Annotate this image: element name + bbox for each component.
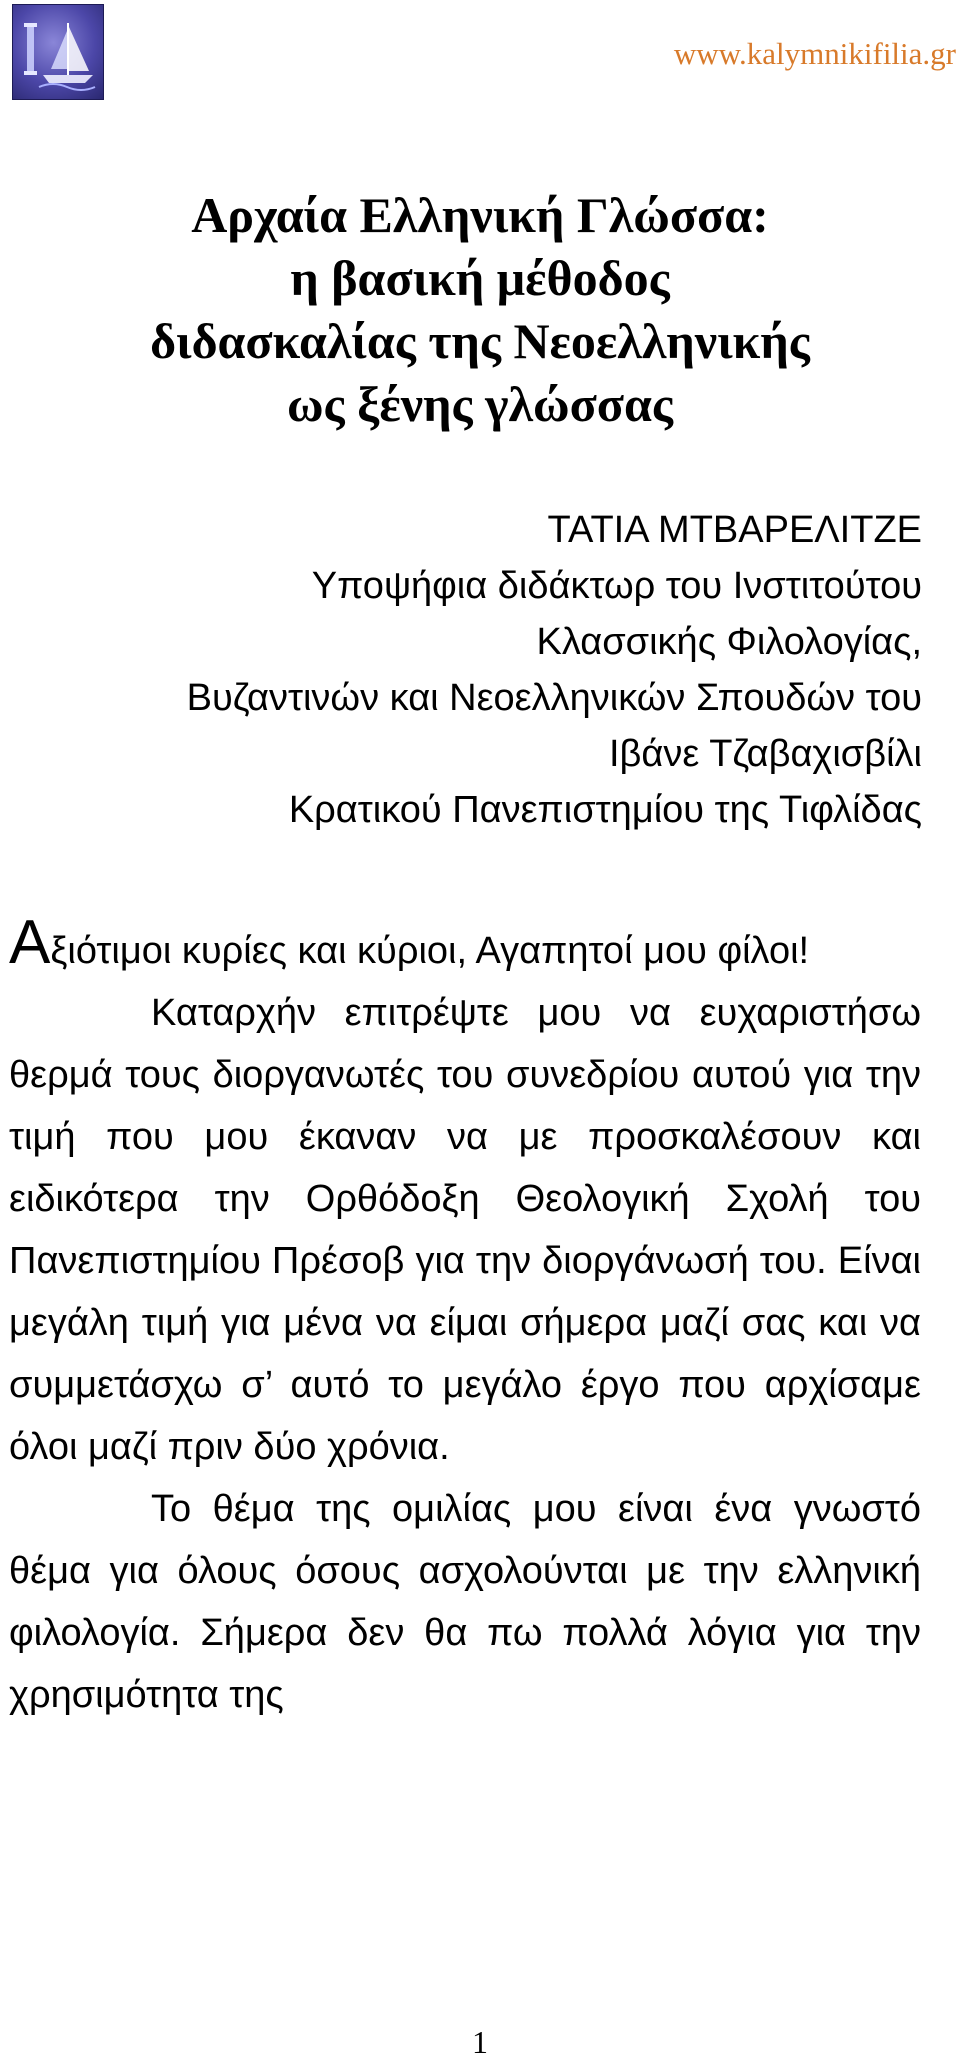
document-title <box>40 184 920 436</box>
drop-cap: Α <box>9 908 51 977</box>
author-affiliation-line: Κρατικού Πανεπιστημίου της Τιφλίδας <box>288 789 922 831</box>
greeting-text: ξιότιμοι κυρίες και κύριοι, Αγαπητοί μου φίλοι! <box>50 930 810 972</box>
title-line: διδασκαλίας της Νεοελληνικής <box>150 313 810 369</box>
site-logo <box>12 4 104 100</box>
page-number: 1 <box>472 2024 488 2060</box>
page-header <box>0 0 960 110</box>
title-line: ως ξένης γλώσσας <box>286 376 673 432</box>
ship-emblem-icon <box>13 5 103 99</box>
author-affiliation-line: Βυζαντινών και Νεοελληνικών Σπουδών του <box>186 677 922 719</box>
author-affiliation-line: Υποψήφια διδάκτωρ του Ινστιτούτου <box>311 565 922 607</box>
paragraph: Καταρχήν επιτρέψτε μου να ευχαριστήσω θερμά τους διοργανωτές του συνεδρίου αυτού για την τιμή που μου έκαναν να με προσκαλέσουν και ειδικότερα την Ορθόδοξη Θεολογική Σχολή του Πανεπιστημίου Πρέσοβ για την διοργάνωσή του. Είναι μεγάλη τιμή για μένα να είμαι σήμερα μαζί σας και να συμμετάσχω σ’ αυτό το μεγάλο έργο που αρχίσαμε όλοι μαζί πριν δύο χρόνια. <box>9 992 921 1468</box>
author-name: ΤΑΤΙΑ ΜΤΒΑΡΕΛΙΤΖΕ <box>547 509 922 551</box>
site-url: www.kalymnikifilia.gr <box>673 36 956 71</box>
author-block <box>42 502 922 838</box>
author-affiliation-line: Κλασσικής Φιλολογίας, <box>536 621 922 663</box>
title-line: η βασική μέθοδος <box>290 250 670 306</box>
body-text <box>9 908 921 1726</box>
greeting <box>9 908 921 982</box>
author-affiliation-line: Ιβάνε Τζαβαχισβίλι <box>609 733 922 775</box>
title-line: Αρχαία Ελληνική Γλώσσα: <box>191 187 769 243</box>
paragraph: Το θέμα της ομιλίας μου είναι ένα γνωστό θέμα για όλους όσους ασχολούνται με την ελληνική φιλολογία. Σήμερα δεν θα πω πολλά λόγια για την χρησιμότητα της <box>9 1488 921 1716</box>
